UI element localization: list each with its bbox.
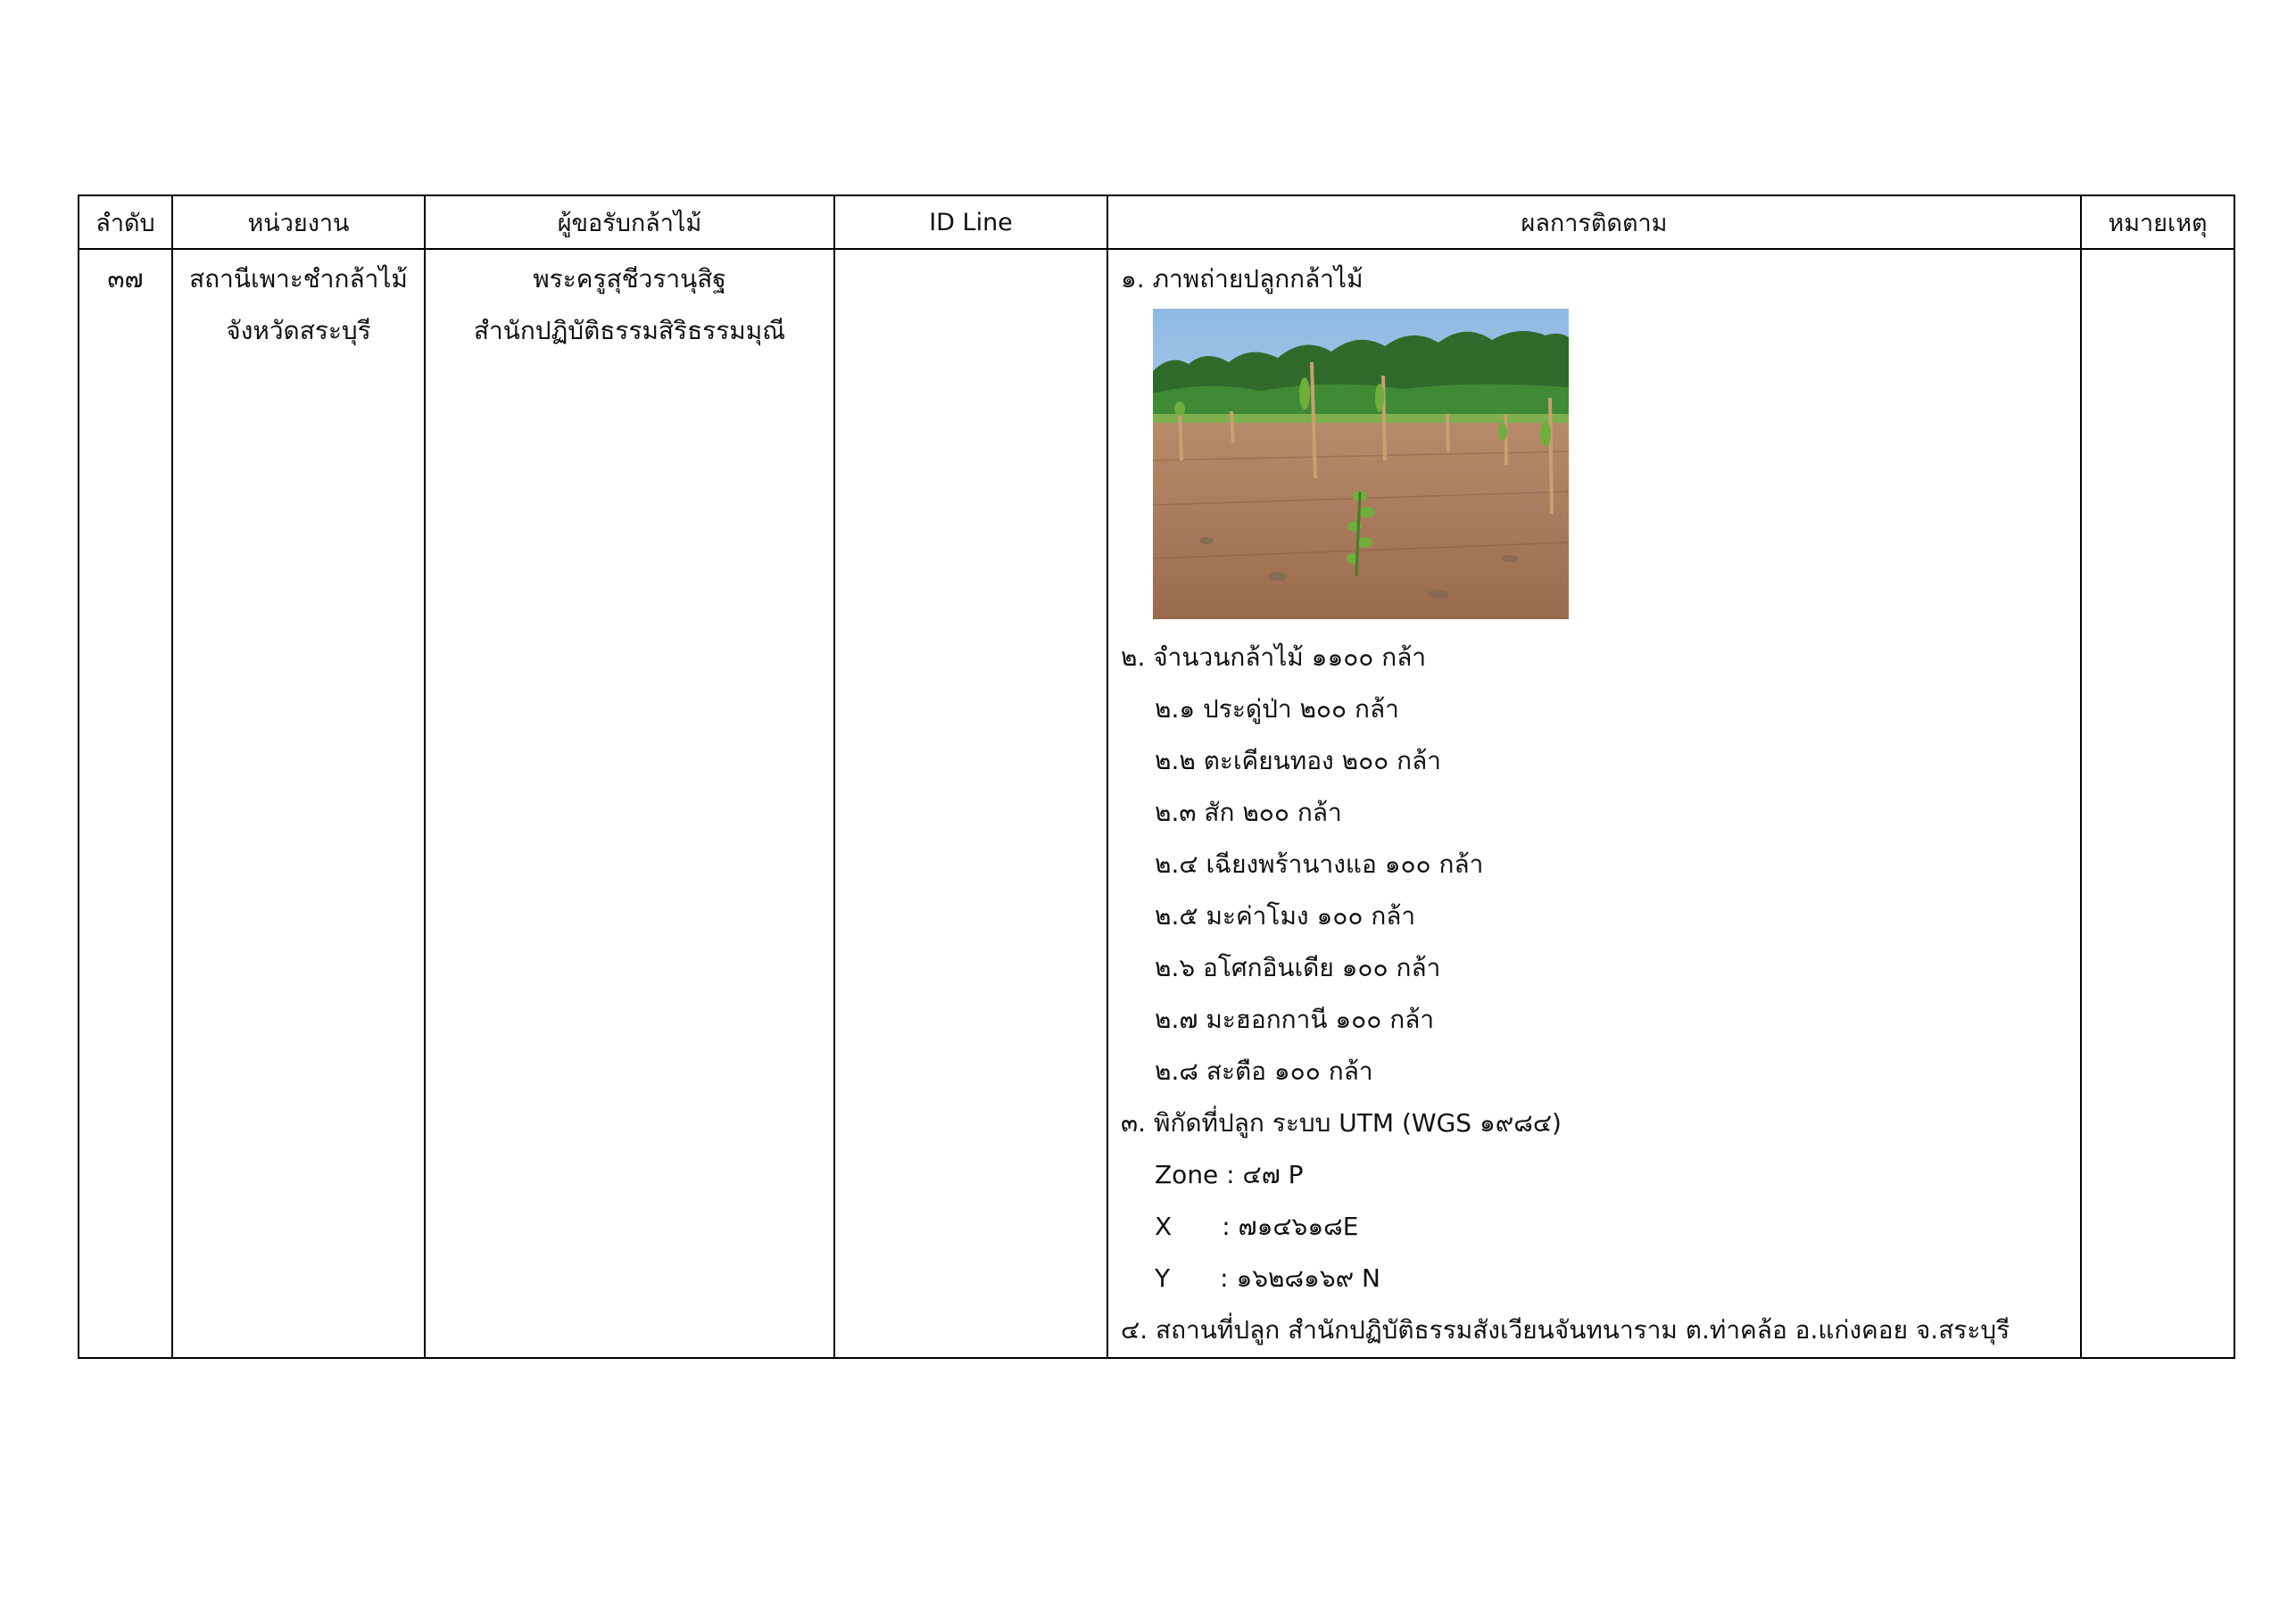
coord-x-label: X [1155, 1212, 1173, 1241]
species-item: ๒.๕ มะค่าโมง ๑๐๐ กล้า [1155, 901, 1416, 931]
species-item: ๒.๖ อโศกอินเดีย ๑๐๐ กล้า [1155, 953, 1441, 982]
species-item: ๒.๓ สัก ๒๐๐ กล้า [1155, 798, 1342, 827]
coord-y [1121, 1253, 2079, 1304]
header-remark: หมายเหตุ [2081, 195, 2234, 249]
cell-agency [172, 249, 425, 1358]
follow-up-table [78, 195, 2235, 1359]
recipient-line-1: พระครูสุชีวรานุสิฐ [533, 264, 726, 294]
species-item: ๒.๘ สะตือ ๑๐๐ กล้า [1155, 1056, 1373, 1086]
coord-y-value: : ๑๖๒๘๑๖๙ N [1220, 1263, 1380, 1293]
seq-number: ๓๗ [107, 264, 144, 294]
header-recipient: ผู้ขอรับกล้าไม้ [425, 195, 834, 249]
cell-remark [2081, 249, 2234, 1358]
coord-x [1121, 1201, 2079, 1253]
header-seq: ลำดับ [79, 195, 172, 249]
table-header-row [79, 195, 2234, 249]
coord-x-value: : ๗๑๔๖๑๘E [1222, 1212, 1359, 1241]
planting-photo [1153, 309, 1569, 619]
cell-result [1107, 249, 2081, 1358]
count-heading: ๒. จำนวนกล้าไม้ ๑๑๐๐ กล้า [1121, 642, 1427, 672]
coord-y-label: Y [1155, 1263, 1171, 1293]
cell-seq [79, 249, 172, 1358]
recipient-line-2: สำนักปฏิบัติธรรมสิริธรรมมุณี [473, 316, 786, 345]
location-text: ๔. สถานที่ปลูก สำนักปฏิบัติธรรมสังเวียนจันทนาราม ต.ท่าคล้อ อ.แก่งคอย จ.สระบุรี [1121, 1315, 2010, 1345]
species-item: ๒.๑ ประดู่ป่า ๒๐๐ กล้า [1155, 694, 1399, 724]
agency-line-2: จังหวัดสระบุรี [226, 316, 371, 345]
agency-line-1: สถานีเพาะชำกล้าไม้ [189, 264, 408, 294]
species-item: ๒.๗ มะฮอกกานี ๑๐๐ กล้า [1155, 1005, 1435, 1034]
cell-id-line [834, 249, 1107, 1358]
photo-heading: ๑. ภาพถ่ายปลูกกล้าไม้ [1121, 264, 1364, 294]
species-item: ๒.๒ ตะเคียนทอง ๒๐๐ กล้า [1155, 746, 1442, 775]
table-row [79, 249, 2234, 1358]
coord-zone: Zone : ๔๗ P [1155, 1160, 1304, 1189]
header-id-line: ID Line [834, 195, 1107, 249]
header-result: ผลการติดตาม [1107, 195, 2081, 249]
cell-recipient [425, 249, 834, 1358]
coord-heading: ๓. พิกัดที่ปลูก ระบบ UTM (WGS ๑๙๘๔) [1121, 1108, 1562, 1138]
species-item: ๒.๔ เฉียงพร้านางแอ ๑๐๐ กล้า [1155, 849, 1484, 879]
header-agency: หน่วยงาน [172, 195, 425, 249]
